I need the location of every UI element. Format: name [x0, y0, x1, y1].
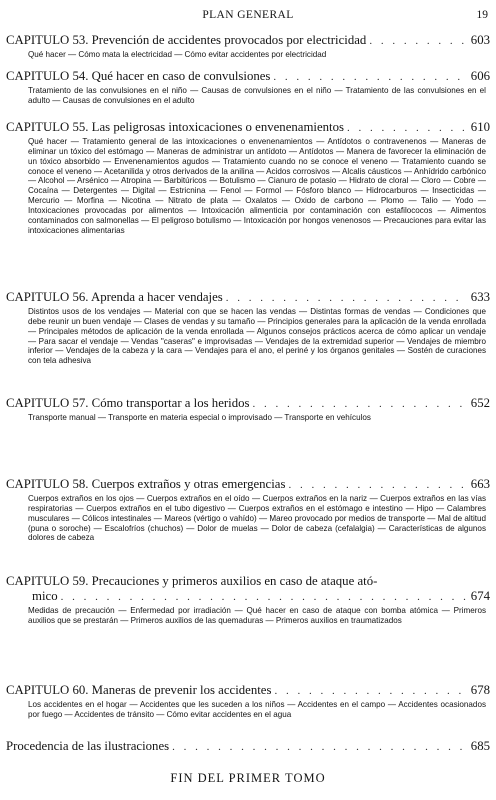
toc-entry-chapter-59 — [6, 574, 490, 626]
chapter-description: Transporte manual — Transporte en materia especial o improvisado — Transporte en vehículos — [28, 413, 371, 422]
chapter-title: CAPITULO 60. Maneras de prevenir los accidentes — [6, 683, 272, 697]
chapter-title: CAPITULO 58. Cuerpos extraños y otras emergencias — [6, 477, 286, 491]
dot-leader — [288, 478, 467, 493]
chapter-page: 603 — [470, 33, 490, 47]
chapter-description: Qué hacer — Tratamiento general de las intoxicaciones o envenenamientos — Antídotos o contravenenos — Maneras de eliminar un tóxico del estómago — Maneras de administrar un antídoto — Antídotos — Manera de favorecer la eliminación de un tóxico absorbido — Envenenamientos agudos — Tratamiento cuando no se conoce el veneno — Tratamiento cuando se conoce el veneno — Acetanilida y otros derivados de la anilina — Acidos corrosivos — Alcalis cáusticos — Anhídrido carbónico — Alcohol — Arsénico — Atropina — Barbitúricos — Botulismo — Cianuro de potasio — Hidrato de cloral — Cloro — Cobre — Cocaína — Detergentes — Digital — Estricnina — Fenol — Formol — Fósforo blanco — Hidrocarburos — Insecticidas — Mercurio — Morfina — Nicotina — Nitrato de plata — Oxalatos — Oxido de carbono — Plomo — Talio — Yodo — Intoxicaciones provocadas por alimentos — Intoxicación alimenticia por contaminación con estafilococos — Alimentos contaminados con salmonellas — El peligroso botulismo — Intoxicación por hongos venenosos — Precauciones para evitar las intoxicaciones alimentarias — [28, 137, 486, 235]
illustrations-title: Procedencia de las ilustraciones — [6, 739, 170, 753]
chapter-title: CAPITULO 57. Cómo transportar a los heridos — [6, 396, 250, 410]
running-header — [0, 9, 496, 23]
illustrations-page: 685 — [470, 739, 490, 753]
chapter-title: CAPITULO 59. Precauciones y primeros auxilios en caso de ataque ató- — [6, 574, 378, 588]
chapter-page: 663 — [470, 477, 490, 491]
dot-leader — [369, 34, 467, 49]
dot-leader — [61, 590, 468, 605]
dot-leader — [172, 740, 468, 755]
toc-entry-chapter-53 — [6, 33, 490, 60]
toc-entry-chapter-55 — [6, 120, 490, 235]
dot-leader — [274, 684, 467, 699]
chapter-title: CAPITULO 56. Aprenda a hacer vendajes — [6, 290, 223, 304]
page-number: 19 — [476, 9, 488, 21]
chapter-page: 678 — [470, 683, 490, 697]
dot-leader — [273, 70, 467, 85]
chapter-title: CAPITULO 55. Las peligrosas intoxicaciones o envenenamientos — [6, 120, 344, 134]
chapter-description: Qué hacer — Cómo mata la electricidad — Cómo evitar accidentes por electricidad — [28, 50, 327, 59]
chapter-title-continuation: mico — [32, 589, 58, 603]
chapter-description: Distintos usos de los vendajes — Material con que se hacen las vendas — Distintas formas de vendas — Condiciones que debe reunir un buen vendaje — Clases de vendas y su tamaño — Principios generales para la aplicación de la venda enrollada — Principales métodos de aplicación de la venda enrollada — Algunos consejos prácticos acerca de cómo aplicar un vendaje — Para sacar el vendaje — Vendas "caseras" e improvisadas — Vendajes de la extremidad superior — Vendajes de miembro inferior — Vendajes de la cabeza y la cara — Vendajes para el ano, el periné y los órganos genitales — Sostén de curaciones con tela adhesiva — [28, 307, 486, 366]
chapter-description: Tratamiento de las convulsiones en el niño — Causas de convulsiones en el niño — Tratamiento de las convulsiones en el adulto — Causas de convulsiones en el adulto — [28, 86, 486, 105]
chapter-page: 610 — [470, 120, 490, 134]
toc-entry-illustrations — [6, 739, 490, 755]
dot-leader — [226, 291, 468, 306]
chapter-title: CAPITULO 53. Prevención de accidentes provocados por electricidad — [6, 33, 367, 47]
dot-leader — [252, 397, 467, 412]
chapter-description: Medidas de precaución — Enfermedad por irradiación — Qué hacer en caso de ataque con bomba atómica — Primeros auxilios que se prestarán — Primeros auxilios de las quemaduras — Primeros auxilios en traumatizados — [28, 606, 486, 625]
toc-entry-chapter-56 — [6, 290, 490, 366]
toc-entry-chapter-57 — [6, 396, 490, 423]
chapter-page: 606 — [470, 69, 490, 83]
header-title: PLAN GENERAL — [202, 9, 294, 21]
dot-leader — [347, 121, 468, 136]
toc-entry-chapter-54 — [6, 69, 490, 106]
chapter-page: 674 — [470, 589, 490, 603]
toc-entry-chapter-60 — [6, 683, 490, 720]
end-of-volume-text: FIN DEL PRIMER TOMO — [170, 771, 326, 785]
toc-entry-chapter-58 — [6, 477, 490, 543]
chapter-page: 652 — [470, 396, 490, 410]
chapter-description: Los accidentes en el hogar — Accidentes que les suceden a los niños — Accidentes en el campo — Accidentes ocasionados por fuego — Accidentes de tránsito — Cómo evitar accidentes en el agua — [28, 700, 486, 719]
chapter-page: 633 — [470, 290, 490, 304]
chapter-description: Cuerpos extraños en los ojos — Cuerpos extraños en el oído — Cuerpos extraños en la nariz — Cuerpos extraños en las vías respiratorias — Cuerpos extraños en el tubo digestivo — Cuerpos extraños en el estómago e intestino — Hipo — Calambres musculares — Cólicos intestinales — Mareos (vértigo o vahído) — Mareo provocado por medios de transporte — Mal de altitud (puna o soroche) — Escalofríos (chuchos) — Dolor de muelas — Dolor de cabeza (cefalalgia) — Características de algunos dolores de cabeza — [28, 494, 486, 543]
chapter-title: CAPITULO 54. Qué hacer en caso de convulsiones — [6, 69, 271, 83]
